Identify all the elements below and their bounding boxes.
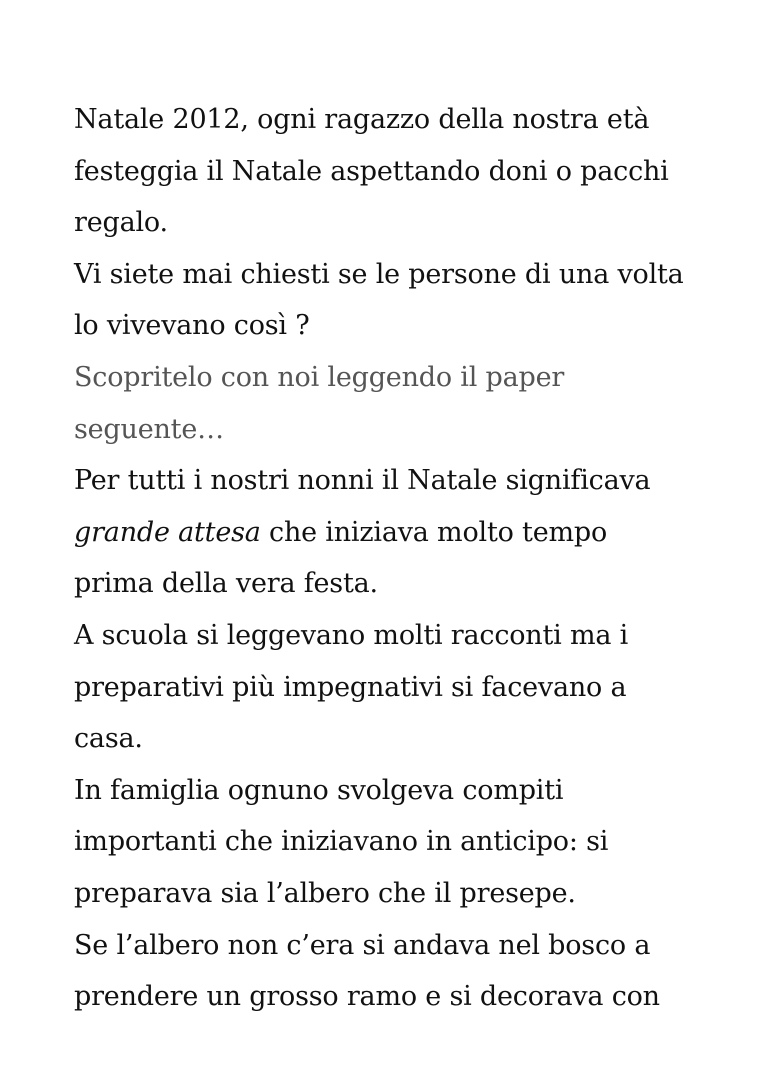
text-line: importanti che iniziavano in anticipo: si: [74, 826, 609, 858]
text-line: In famiglia ognuno svolgeva compiti: [74, 774, 564, 806]
text-line: festeggia il Natale aspettando doni o pacchi: [74, 155, 669, 187]
emphasized-phrase: grande attesa: [74, 516, 261, 548]
text-line: casa.: [74, 723, 143, 755]
text-line: lo vivevano così ?: [74, 310, 310, 342]
text-line-highlighted: Scopritelo con noi leggendo il paper: [74, 361, 565, 393]
text-line: Natale 2012, ogni ragazzo della nostra età: [74, 104, 650, 135]
text-line: prendere un grosso ramo e si decorava con: [74, 981, 660, 1013]
text-line: preparava sia l’albero che il presepe.: [74, 877, 576, 909]
text-fragment: che iniziava molto tempo: [260, 516, 608, 548]
text-line: regalo.: [74, 207, 168, 239]
text-line-mixed: [74, 507, 714, 559]
document-text: [74, 94, 714, 1023]
text-line: Vi siete mai chiesti se le persone di una volta: [74, 258, 684, 290]
text-line: Per tutti i nostri nonni il Natale significava: [74, 465, 651, 497]
text-line: A scuola si leggevano molti racconti ma i: [74, 619, 629, 651]
text-line: prima della vera festa.: [74, 568, 378, 600]
text-line-highlighted: seguente…: [74, 413, 224, 445]
text-line: preparativi più impegnativi si facevano a: [74, 671, 627, 703]
text-line: Se l’albero non c’era si andava nel bosco a: [74, 929, 651, 961]
